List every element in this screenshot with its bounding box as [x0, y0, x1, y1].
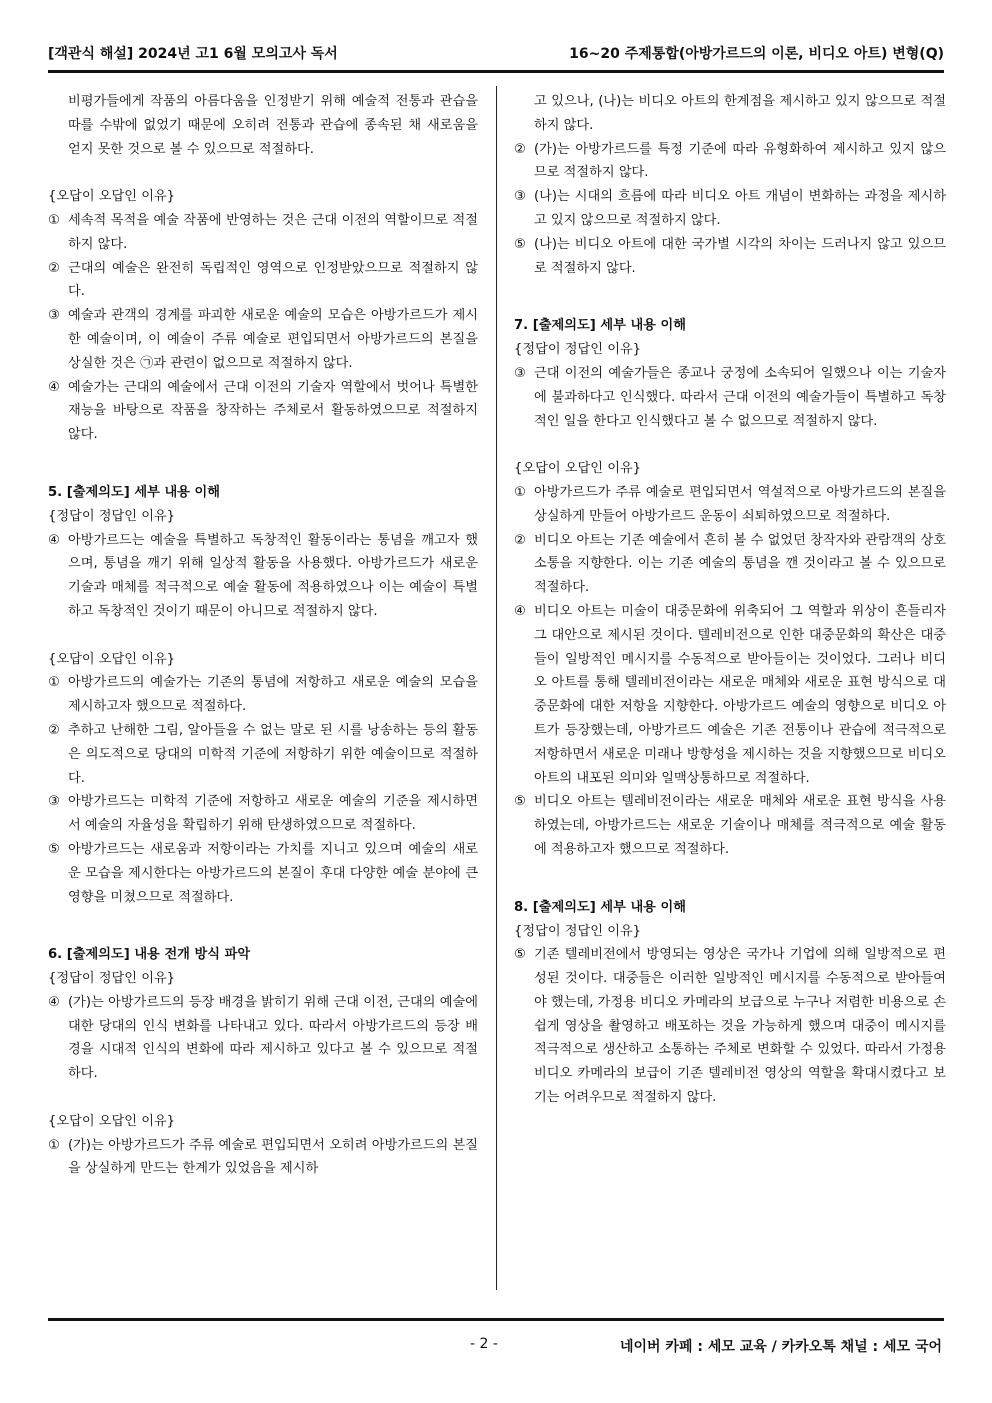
list-item [514, 481, 946, 529]
item-number: ① [48, 212, 60, 228]
q4-wrong-heading: {오답이 오답인 이유} [48, 189, 176, 205]
list-item [48, 719, 478, 790]
item-text: (가)는 아방가르드가 주류 예술로 편입되면서 오히려 아방가르드의 본질을 상실하게 만드는 한계가 있었음을 제시하 [68, 1137, 478, 1177]
q8-correct-list [514, 943, 946, 1110]
list-item [514, 600, 946, 790]
q5-wrong-list [48, 671, 478, 909]
list-item [514, 362, 946, 433]
item-text: 기존 텔레비전에서 방영되는 영상은 국가나 기업에 의해 일방적으로 편성된 것이다. 대중들은 이러한 일방적인 메시지를 수동적으로 받아들여야 했는데, 가정용 비디오 카메라의 보급으로 누구나 저렴한 비용으로 손쉽게 영상을 촬영하고 배포하는 것을 가능하게 했으며 대중이 메시지를 적극적으로 생산하고 소통하는 주체로 변화할 수 있었다. 따라서 가정용 비디오 카메라의 보급이 기존 텔레비전 영상의 역할을 확대시켰다고 보기는 어려우므로 적절하지 않다. [534, 947, 946, 1106]
item-number: ② [514, 141, 526, 157]
item-text: 아방가르드가 주류 예술로 편입되면서 역설적으로 아방가르드의 본질을 상실하게 만들어 아방가르드 운동이 쇠퇴하였으므로 적절하다. [534, 484, 946, 524]
item-number: ④ [48, 532, 60, 548]
item-number: ③ [48, 308, 60, 324]
list-item [48, 304, 478, 375]
q5-wrong-heading: {오답이 오답인 이유} [48, 651, 176, 667]
item-text: 추하고 난해한 그림, 알아들을 수 없는 말로 된 시를 낭송하는 등의 활동은 의도적으로 당대의 미학적 기준에 저항하기 위한 예술이므로 적절하다. [68, 722, 478, 786]
item-number: ① [48, 675, 60, 691]
q8-correct-heading: {정답이 정답인 이유} [514, 923, 642, 939]
item-text: (가)는 아방가르드의 등장 배경을 밝히기 위해 근대 이전, 근대의 예술에 대한 당대의 인식 변화를 나타내고 있다. 따라서 아방가르드의 등장 배경을 시대적 인식의 변화에 따라 제시하고 있다고 볼 수 있으므로 적절하다. [68, 994, 478, 1082]
item-number: ④ [514, 603, 526, 619]
q5-title: 5. [출제의도] 세부 내용 이해 [48, 484, 220, 500]
list-item [514, 529, 946, 600]
list-item [514, 790, 946, 861]
item-text: 예술가는 근대의 예술에서 근대 이전의 기술자 역할에서 벗어나 특별한 재능을 바탕으로 작품을 창작하는 주체로서 활동하였으므로 적절하지 않다. [68, 379, 478, 443]
q5-correct-list [48, 529, 478, 624]
right-column [514, 90, 946, 1110]
item-number: ⑤ [514, 236, 526, 252]
q7-correct-heading: {정답이 정답인 이유} [514, 342, 642, 358]
list-item [48, 257, 478, 305]
q7-title: 7. [출제의도] 세부 내용 이해 [514, 318, 686, 334]
item-text: 근대 이전의 예술가들은 종교나 궁정에 소속되어 일했으나 이는 기술자에 불과하다고 인식했다. 따라서 근대 이전의 예술가들이 특별하고 독창적인 일을 한다고 인식했다고 볼 수 없으므로 적절하지 않다. [534, 365, 946, 429]
header-right-title: 16~20 주제통합(아방가르드의 이론, 비디오 아트) 변형(Q) [569, 46, 944, 62]
item-number: ⑤ [514, 947, 526, 963]
item-text: 아방가르드의 예술가는 기존의 통념에 저항하고 새로운 예술의 모습을 제시하고자 했으므로 적절하다. [68, 675, 478, 715]
list-item [48, 671, 478, 719]
q6-correct-list [48, 991, 478, 1086]
item-text: 비디오 아트는 기존 예술에서 흔히 볼 수 없었던 창작자와 관람객의 상호 소통을 지향한다. 이는 기존 예술의 통념을 깬 것이라고 볼 수 있으므로 적절하다. [534, 532, 946, 596]
list-item [48, 1134, 478, 1182]
list-item [48, 209, 478, 257]
item-number: ④ [48, 994, 60, 1010]
q7-wrong-heading: {오답이 오답인 이유} [514, 461, 642, 477]
q6-title: 6. [출제의도] 내용 전개 방식 파악 [48, 947, 251, 963]
item-text: 예술과 관객의 경계를 파괴한 새로운 예술의 모습은 아방가르드가 제시한 예술이며, 이 예술이 주류 예술로 편입되면서 아방가르드의 본질을 상실한 것은 ㉠과 관련이 없으므로 적절하지 않다. [68, 308, 478, 371]
q6-correct-heading: {정답이 정답인 이유} [48, 971, 176, 987]
item-text: 비디오 아트는 텔레비전이라는 새로운 매체와 새로운 표현 방식을 사용하였는데, 아방가르드는 새로운 기술이나 매체를 적극적으로 예술 활동에 적용하고자 했으므로 적절하다. [534, 794, 946, 857]
item-number: ② [514, 532, 526, 548]
q7-wrong-list [514, 481, 946, 862]
item-number: ② [48, 722, 60, 738]
q6-wrong-heading: {오답이 오답인 이유} [48, 1113, 176, 1129]
item-number: ③ [514, 365, 526, 381]
left-column [48, 90, 478, 1181]
page-header [48, 40, 944, 66]
q6-wrong-rest-list [514, 138, 946, 281]
item-text: (가)는 아방가르드를 특정 기준에 따라 유형화하여 제시하고 있지 않으므로 적절하지 않다. [534, 141, 946, 181]
column-divider [496, 86, 497, 1290]
footer-contact: 네이버 카페 : 세모 교육 / 카카오톡 채널 : 세모 국어 [619, 1339, 942, 1355]
footer-rule [48, 1318, 944, 1321]
item-text: (나)는 시대의 흐름에 따라 비디오 아트 개념이 변화하는 과정을 제시하고 있지 않으므로 적절하지 않다. [534, 189, 946, 228]
item-text: 비디오 아트는 미술이 대중문화에 위축되어 그 역할과 위상이 흔들리자 그 대안으로 제시된 것이다. 텔레비전으로 인한 대중문화의 확산은 대중들이 일방적인 메시지를 수동적으로 받아들이는 것이었다. 그러나 비디오 아트를 통해 텔레비전이라는 새로운 매체와 새로운 표현 방식으로 대중문화에 대한 저항을 지향한다. 아방가르드 예술의 영향으로 비디오 아트가 등장했는데, 아방가르드 예술은 기존 전통이나 관습에 적극적으로 저항하면서 새로운 미래나 방향성을 제시하는 것을 지향했으므로 비디오 아트의 내포된 의미와 일맥상통하므로 적절하다. [534, 603, 946, 786]
item-number: ③ [514, 189, 526, 205]
item-number: ⑤ [514, 794, 526, 810]
item-number: ① [48, 1137, 60, 1153]
list-item [48, 790, 478, 838]
list-item [48, 991, 478, 1086]
list-item [514, 943, 946, 1110]
page-number: - 2 - [470, 1336, 498, 1352]
item-number: ② [48, 260, 60, 276]
continued-paragraph: 비평가들에게 작품의 아름다움을 인정받기 위해 예술적 전통과 관습을 따를 수밖에 없었기 때문에 오히려 전통과 관습에 종속된 채 새로움을 얻지 못한 것으로 볼 수 있으므로 적절하다. [68, 94, 478, 157]
item-number: ① [514, 484, 526, 500]
header-rule [48, 70, 944, 73]
list-item [48, 529, 478, 624]
list-item [514, 233, 946, 281]
q5-correct-heading: {정답이 정답인 이유} [48, 508, 176, 524]
q4-wrong-list [48, 209, 478, 447]
item-text: 근대의 예술은 완전히 독립적인 영역으로 인정받았으므로 적절하지 않다. [68, 260, 478, 300]
item-number: ③ [48, 794, 60, 810]
list-item [514, 138, 946, 186]
item-text: (나)는 비디오 아트에 대한 국가별 시각의 차이는 드러나지 않고 있으므로 적절하지 않다. [534, 236, 946, 276]
header-left-title: [객관식 해설] 2024년 고1 6월 모의고사 독서 [48, 46, 338, 62]
item-text: 아방가르드는 예술을 특별하고 독창적인 활동이라는 통념을 깨고자 했으며, 통념을 깨기 위해 일상적 활동을 사용했다. 아방가르드가 새로운 기술과 매체를 적극적으로 예술 활동에 적용하였으나 이는 예술이 특별하고 독창적인 것이기 때문이 아니므로 적절하지 않다. [68, 532, 478, 619]
item-text: 아방가르드는 새로움과 저항이라는 가치를 지니고 있으며 예술의 새로운 모습을 제시한다는 아방가르드의 본질이 후대 다양한 예술 분야에 큰 영향을 미쳤으므로 적절하다. [68, 841, 478, 905]
q8-title: 8. [출제의도] 세부 내용 이해 [514, 899, 686, 915]
q7-correct-list [514, 362, 946, 433]
continued-item-text: 고 있으나, (나)는 비디오 아트의 한계점을 제시하고 있지 않으므로 적절하지 않다. [534, 94, 946, 133]
list-item [48, 838, 478, 909]
item-number: ⑤ [48, 841, 60, 857]
item-text: 아방가르드는 미학적 기준에 저항하고 새로운 예술의 기준을 제시하면서 예술의 자율성을 확립하기 위해 탄생하였으므로 적절하다. [68, 794, 478, 834]
list-item [48, 376, 478, 447]
list-item [514, 185, 946, 233]
item-number: ④ [48, 379, 60, 395]
item-text: 세속적 목적을 예술 작품에 반영하는 것은 근대 이전의 역할이므로 적절하지 않다. [68, 212, 478, 252]
